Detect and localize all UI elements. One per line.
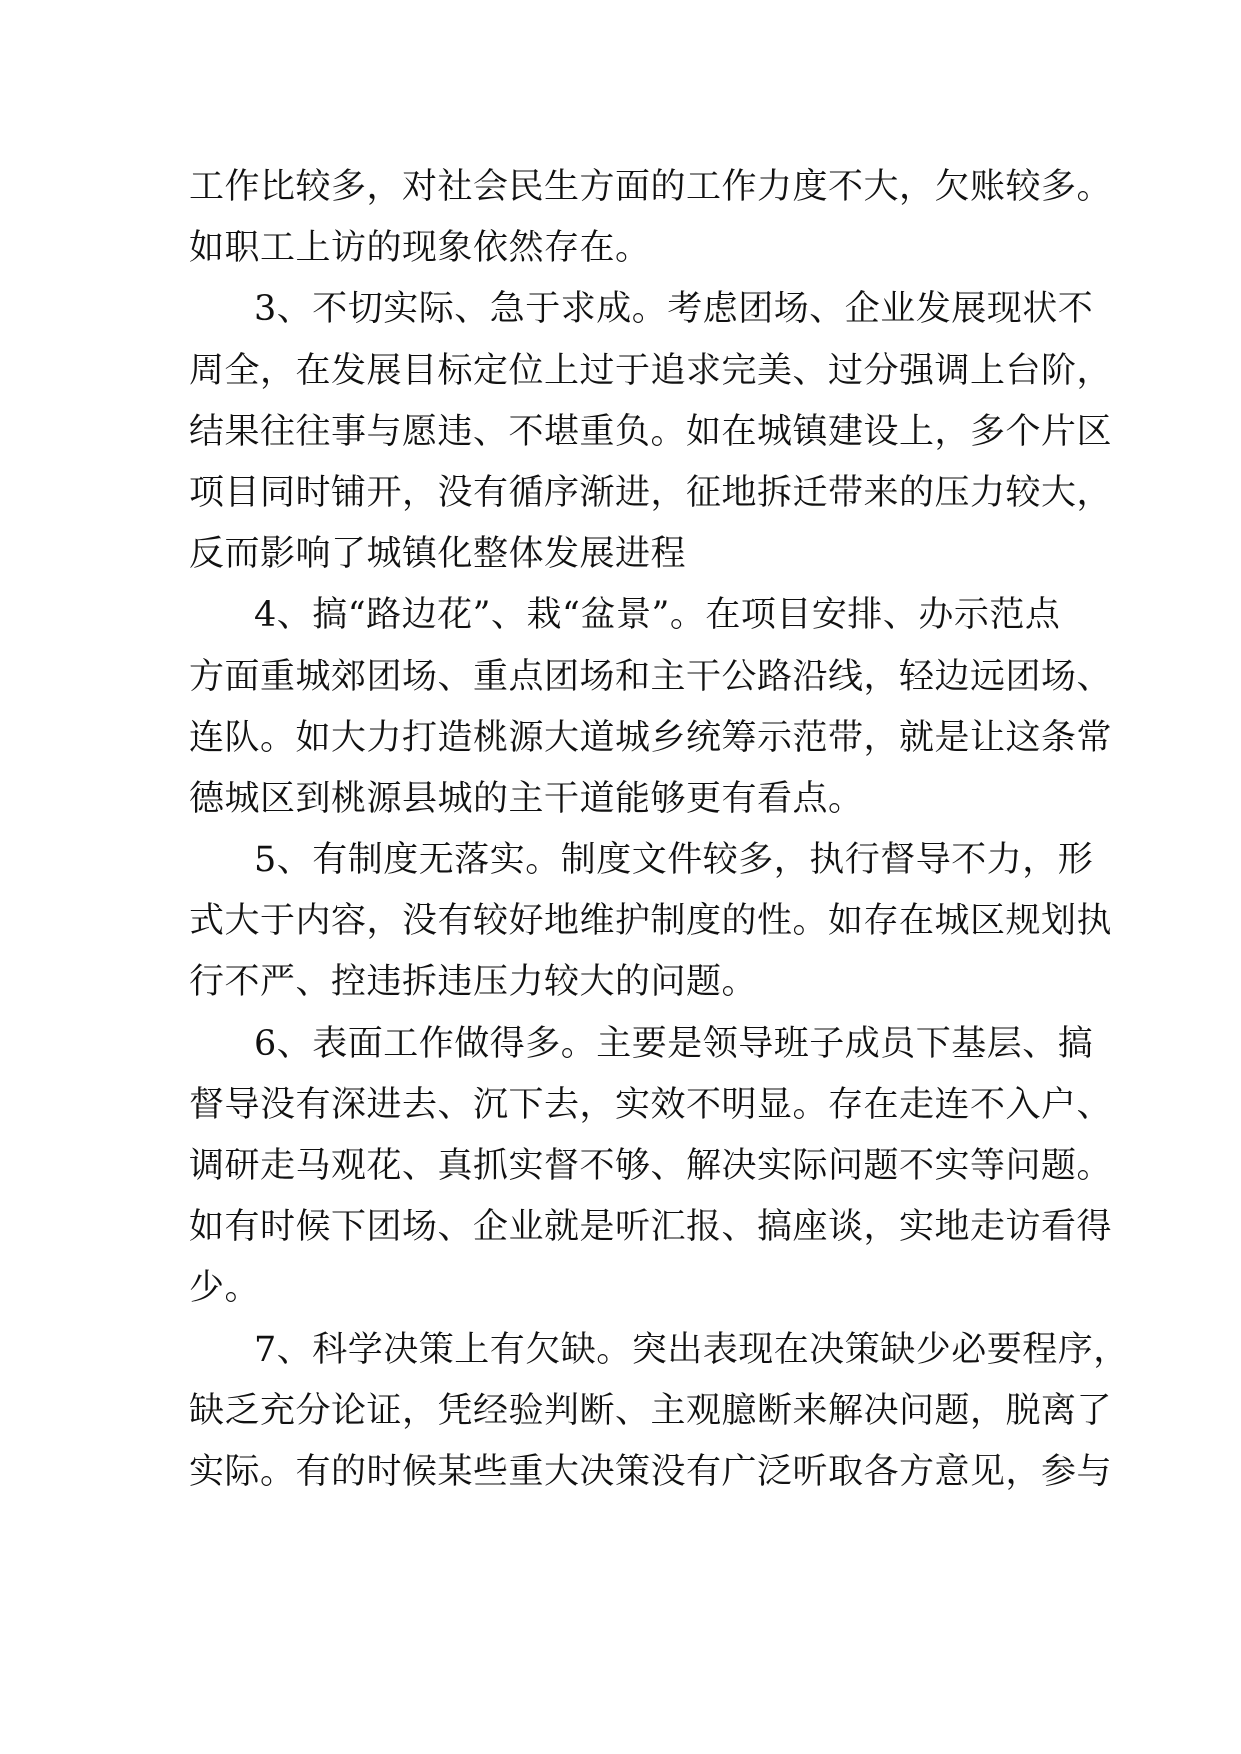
text-line: 少。 — [189, 1268, 261, 1309]
text-line: 结果往往事与愿违、不堪重负。如在城镇建设上，多个片区 — [189, 411, 1113, 452]
text-line: 督导没有深进去、沉下去，实效不明显。存在走连不入户、 — [189, 1084, 1113, 1125]
paragraph-first-line: 4、搞“路边花”、栽“盆景”。在项目安排、办示范点 — [254, 595, 1061, 636]
text-line: 工作比较多，对社会民生方面的工作力度不大，欠账较多。 — [189, 167, 1113, 207]
text-line: 周全，在发展目标定位上过于追求完美、过分强调上台阶， — [189, 350, 1113, 391]
text-line: 项目同时铺开，没有循序渐进，征地拆迁带来的压力较大， — [189, 472, 1113, 513]
paragraph-first-line: 3、不切实际、急于求成。考虑团场、企业发展现状不 — [254, 289, 1094, 330]
text-line: 实际。有的时候某些重大决策没有广泛听取各方意见，参与 — [189, 1451, 1113, 1492]
text-line: 反而影响了城镇化整体发展进程 — [189, 534, 687, 575]
paragraph-first-line: 7、科学决策上有欠缺。突出表现在决策缺少必要程序， — [254, 1329, 1129, 1370]
document-body — [189, 157, 1129, 1503]
text-line: 方面重城郊团场、重点团场和主干公路沿线，轻边远团场、 — [189, 656, 1113, 697]
text-line: 连队。如大力打造桃源大道城乡统筹示范带，就是让这条常 — [189, 717, 1113, 758]
text-line: 如有时候下团场、企业就是听汇报、搞座谈，实地走访看得 — [189, 1207, 1113, 1248]
text-line: 德城区到桃源县城的主干道能够更有看点。 — [189, 778, 864, 819]
paragraph-first-line: 5、有制度无落实。制度文件较多，执行督导不力，形 — [254, 840, 1094, 881]
text-line: 调研走马观花、真抓实督不够、解决实际问题不实等问题。 — [189, 1146, 1113, 1186]
text-line: 缺乏充分论证，凭经验判断、主观臆断来解决问题，脱离了 — [189, 1390, 1113, 1431]
paragraph-first-line: 6、表面工作做得多。主要是领导班子成员下基层、搞 — [254, 1023, 1094, 1064]
text-line: 如职工上访的现象依然存在。 — [189, 228, 651, 269]
text-line: 行不严、控违拆违压力较大的问题。 — [189, 962, 758, 1003]
text-line: 式大于内容，没有较好地维护制度的性。如存在城区规划执 — [189, 901, 1113, 942]
